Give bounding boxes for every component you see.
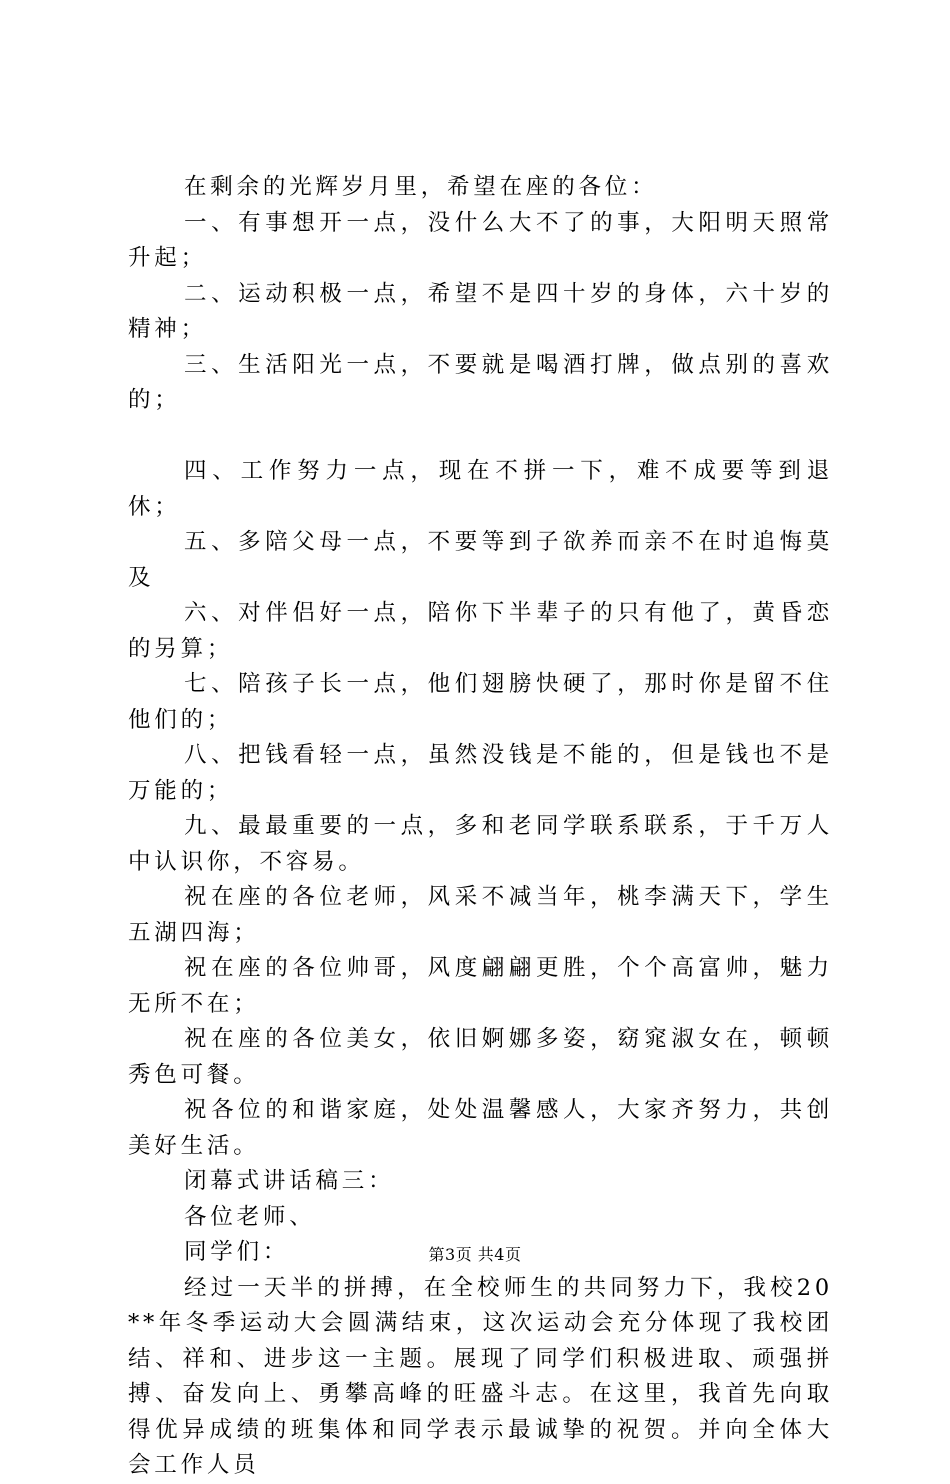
paragraph-wish-ladies: 祝在座的各位美女，依旧婀娜多姿，窈窕淑女在，顿顿秀色可餐。: [128, 1026, 833, 1088]
paragraph-intro: 在剩余的光辉岁月里，希望在座的各位：: [184, 174, 658, 200]
page-number-footer: 第3页 共4页: [428, 1245, 522, 1264]
paragraph-item-2: 二、运动积极一点，希望不是四十岁的身体，六十岁的精神；: [128, 280, 833, 342]
paragraph-item-4: 四、工作努力一点，现在不拼一下，难不成要等到退休；: [128, 458, 833, 520]
paragraph-item-9: 九、最最重要的一点，多和老同学联系联系，于千万人中认识你，不容易。: [128, 813, 833, 875]
section-heading: 闭幕式讲话稿三：: [184, 1168, 395, 1194]
blank-line: [128, 419, 833, 455]
salutation-students: 同学们：: [184, 1239, 290, 1265]
document-body: [128, 170, 833, 1484]
salutation-teachers: 各位老师、: [184, 1203, 316, 1230]
paragraph-item-6: 六、对伴侣好一点，陪你下半辈子的只有他了，黄昏恋的另算；: [128, 600, 833, 662]
paragraph-wish-gentlemen: 祝在座的各位帅哥，风度翩翩更胜，个个高富帅，魅力无所不在；: [128, 955, 833, 1017]
paragraph-item-8: 八、把钱看轻一点，虽然没钱是不能的，但是钱也不是万能的；: [128, 742, 833, 804]
paragraph-wish-teachers: 祝在座的各位老师，风采不减当年，桃李满天下，学生五湖四海；: [128, 884, 833, 946]
paragraph-item-5: 五、多陪父母一点，不要等到子欲养而亲不在时追悔莫及: [128, 529, 833, 591]
paragraph-closing-speech: 经过一天半的拼搏，在全校师生的共同努力下，我校20**年冬季运动大会圆满结束，这次运动会充分体现了我校团结、祥和、进步这一主题。展现了同学们积极进取、顽强拼搏、奋发向上、勇攀高峰的旺盛斗志。在这里，我首先向取得优异成绩的班集体和同学表示最诚挚的祝贺。并向全体大会工作人员: [128, 1274, 833, 1478]
paragraph-item-1: 一、有事想开一点，没什么大不了的事，大阳明天照常升起；: [128, 209, 833, 271]
paragraph-item-3: 三、生活阳光一点，不要就是喝酒打牌，做点别的喜欢的；: [128, 351, 833, 413]
paragraph-wish-families: 祝各位的和谐家庭，处处温馨感人，大家齐努力，共创美好生活。: [128, 1097, 833, 1159]
paragraph-item-7: 七、陪孩子长一点，他们翅膀快硬了，那时你是留不住他们的；: [128, 671, 833, 733]
